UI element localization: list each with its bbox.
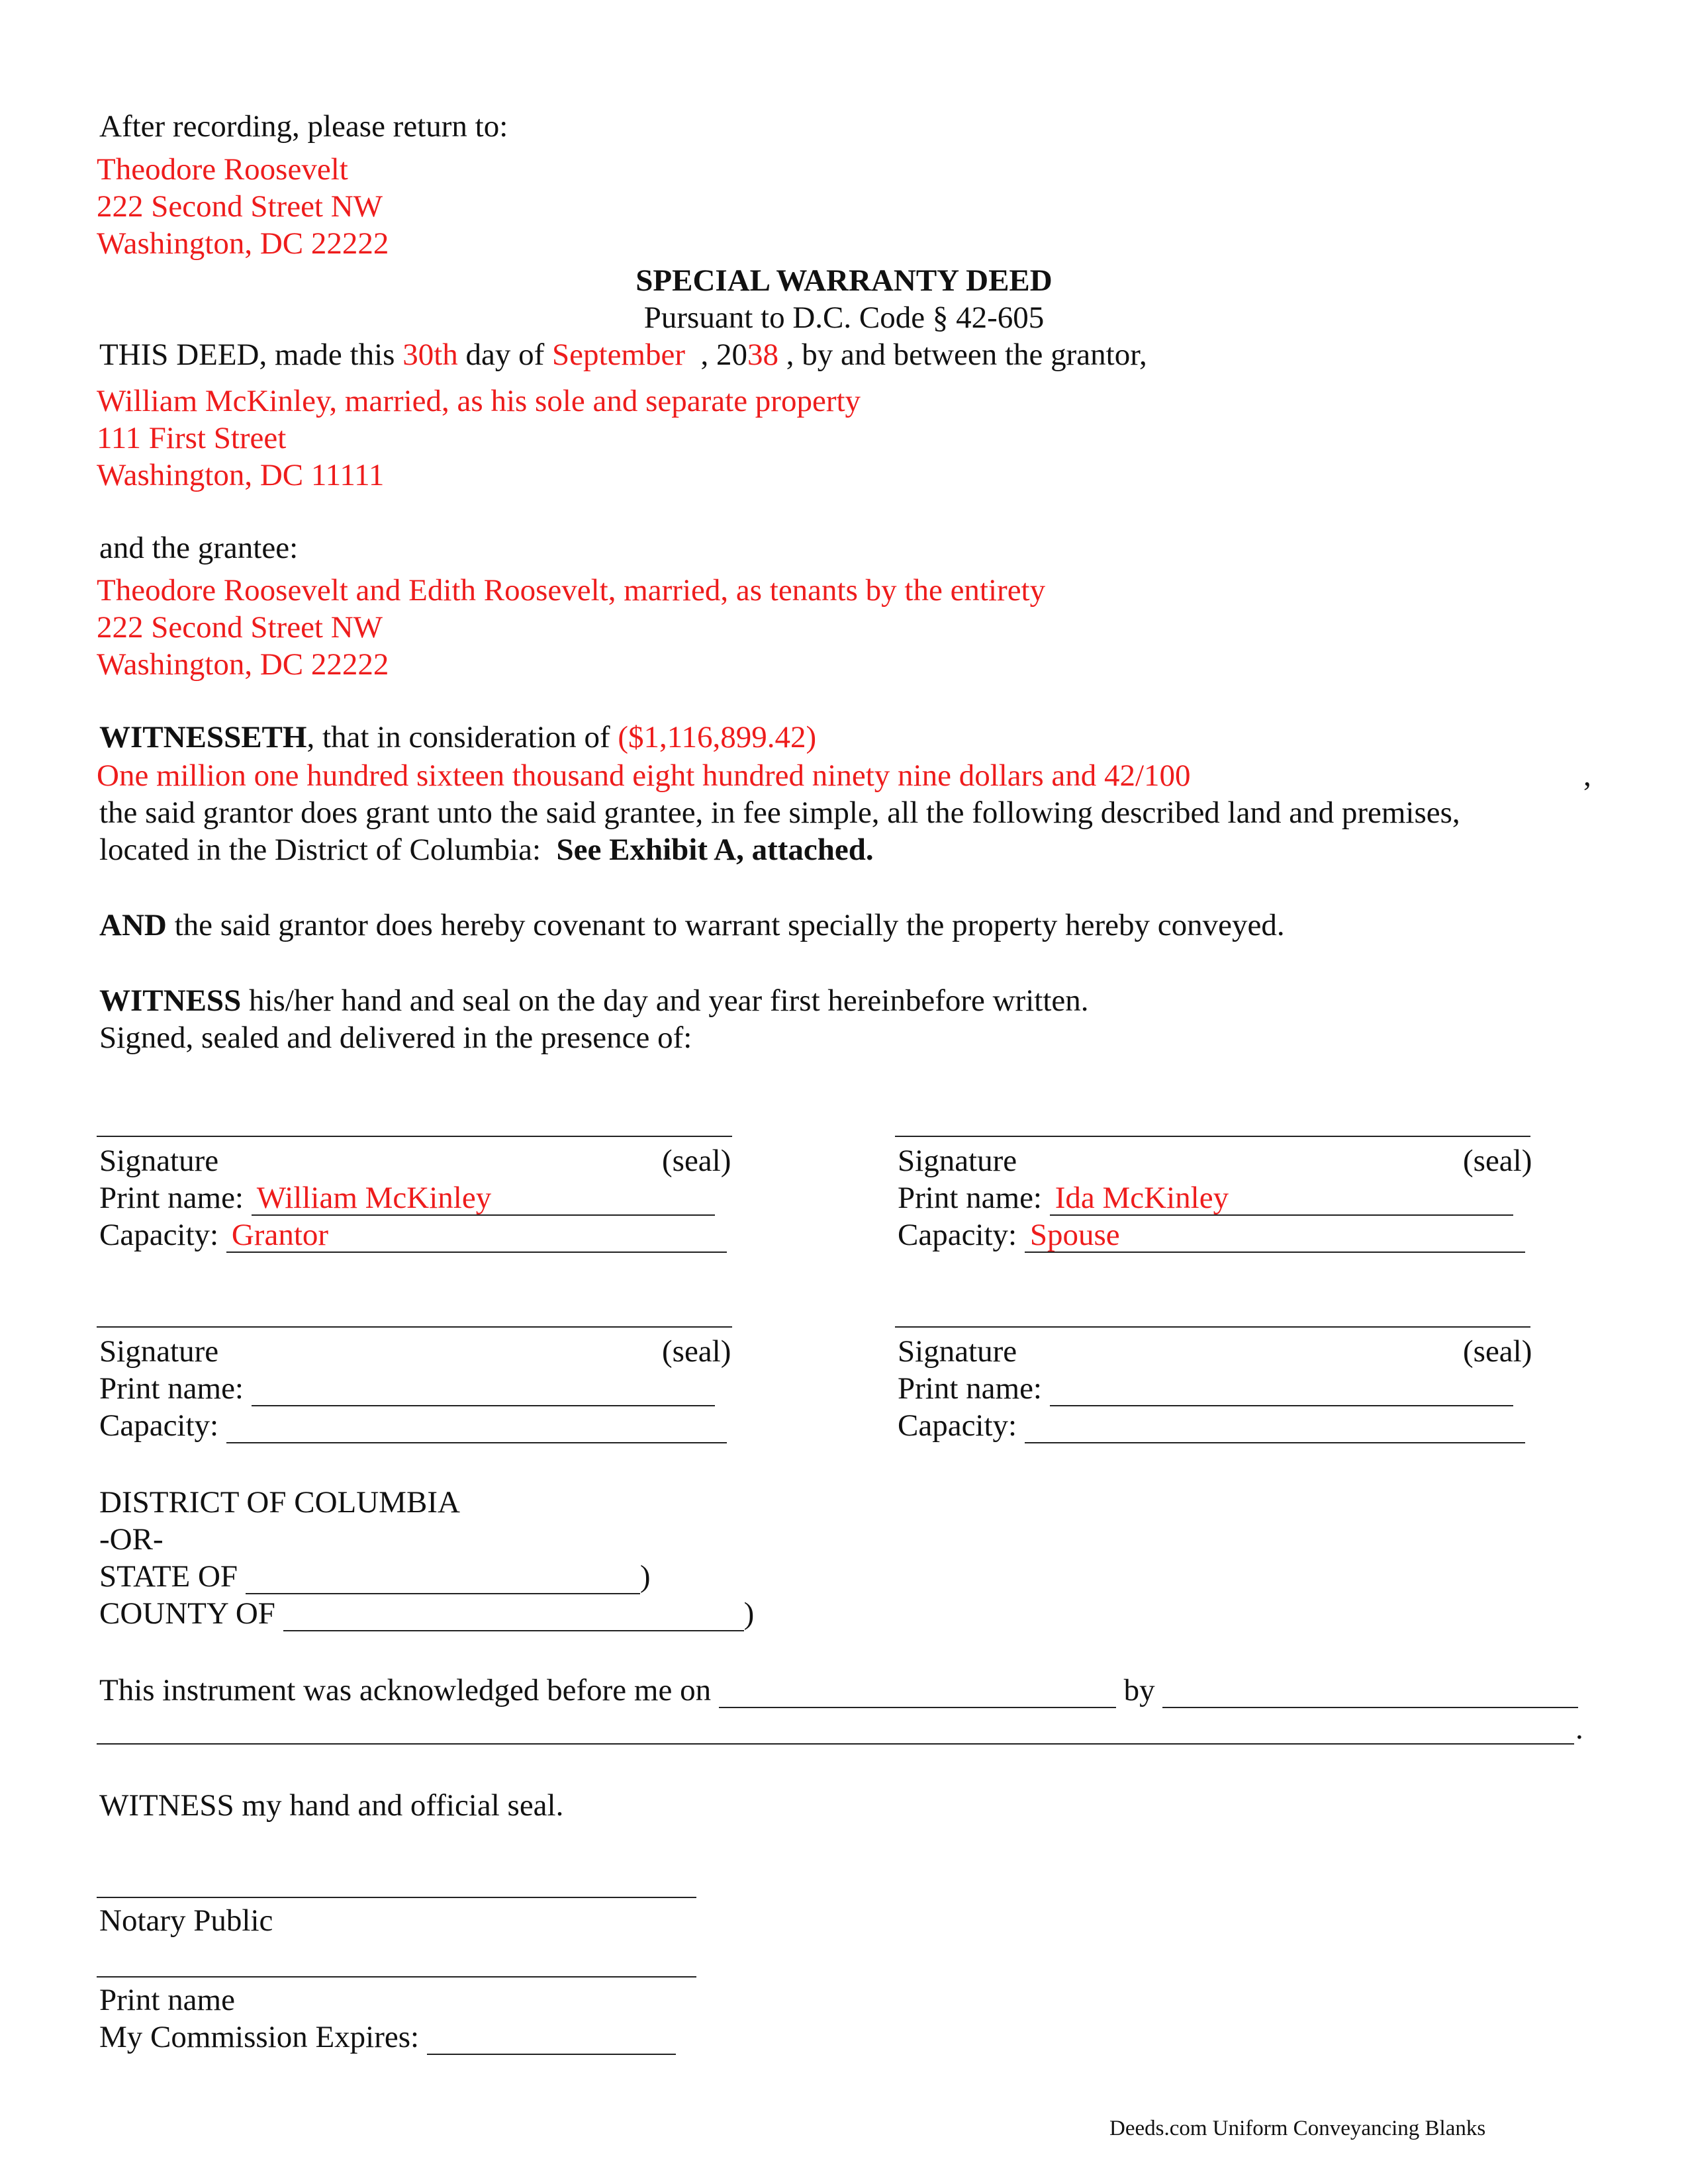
ack-row bbox=[99, 1672, 1578, 1709]
consideration-comma: , bbox=[1583, 758, 1591, 793]
signature-label-3: Signature bbox=[99, 1334, 219, 1369]
covenant-text: the said grantor does hereby covenant to warrant specially the property hereby conveyed. bbox=[166, 908, 1285, 942]
capacity-field-3[interactable] bbox=[226, 1410, 727, 1443]
deed-subtitle: Pursuant to D.C. Code § 42-605 bbox=[643, 300, 1045, 335]
print-name-label-1: Print name: bbox=[99, 1181, 244, 1215]
print-name-value-1: William McKinley bbox=[256, 1181, 492, 1215]
witnesseth-text: , that in consideration of bbox=[306, 720, 618, 754]
footer-text: Deeds.com Uniform Conveyancing Blanks bbox=[1109, 2116, 1486, 2140]
grantee-line-2: 222 Second Street NW bbox=[97, 610, 383, 645]
exhibit-reference: See Exhibit A, attached. bbox=[556, 833, 874, 867]
grantee-label: and the grantee: bbox=[99, 531, 299, 565]
return-name: Theodore Roosevelt bbox=[97, 152, 348, 187]
consideration-amount: ($1,116,899.42) bbox=[618, 720, 817, 754]
signature-line-3[interactable] bbox=[97, 1326, 732, 1328]
print-name-field-4[interactable] bbox=[1050, 1373, 1513, 1406]
print-name-value-3 bbox=[252, 1371, 257, 1406]
intro-day: 30th bbox=[402, 338, 458, 372]
witness-line bbox=[99, 982, 1089, 1020]
covenant-line bbox=[99, 907, 1285, 944]
witnesseth-line bbox=[99, 719, 816, 756]
witnesseth-line-4 bbox=[99, 831, 874, 869]
ack-by-field[interactable] bbox=[1162, 1674, 1578, 1708]
grantee-line-1: Theodore Roosevelt and Edith Roosevelt, married, as tenants by the entirety bbox=[97, 573, 1046, 608]
venue-state-paren: ) bbox=[639, 1559, 651, 1594]
commission-field[interactable] bbox=[427, 2021, 676, 2055]
capacity-field-4[interactable] bbox=[1025, 1410, 1525, 1443]
print-name-row-4 bbox=[898, 1370, 1513, 1408]
venue-state-row bbox=[99, 1558, 650, 1596]
venue-state-field[interactable] bbox=[246, 1561, 640, 1594]
signature-line-4[interactable] bbox=[895, 1326, 1530, 1328]
print-name-value-4 bbox=[1050, 1371, 1055, 1406]
capacity-value-3 bbox=[226, 1408, 232, 1443]
witness-line-2: Signed, sealed and delivered in the presence of: bbox=[99, 1021, 692, 1055]
intro-line bbox=[99, 336, 1147, 374]
capacity-label-4: Capacity: bbox=[898, 1408, 1017, 1443]
intro-month: September bbox=[552, 338, 686, 372]
witness-seal-text: WITNESS my hand and official seal. bbox=[99, 1788, 564, 1823]
witness-text: his/her hand and seal on the day and year first hereinbefore written. bbox=[241, 983, 1089, 1018]
venue-county-paren: ) bbox=[743, 1596, 755, 1631]
signature-label-1: Signature bbox=[99, 1144, 219, 1178]
venue-county-field[interactable] bbox=[283, 1598, 744, 1631]
ack-by: by bbox=[1123, 1673, 1155, 1707]
capacity-value-2: Spouse bbox=[1029, 1218, 1120, 1252]
capacity-label-2: Capacity: bbox=[898, 1218, 1017, 1252]
notary-print-name-line[interactable] bbox=[97, 1976, 696, 1978]
print-name-row-3 bbox=[99, 1370, 715, 1408]
intro-text-3: , 20 bbox=[685, 338, 748, 372]
deed-title: SPECIAL WARRANTY DEED bbox=[635, 263, 1053, 298]
capacity-value-4 bbox=[1025, 1408, 1030, 1443]
ack-text: This instrument was acknowledged before me on bbox=[99, 1673, 712, 1707]
grantor-line-3: Washington, DC 11111 bbox=[97, 458, 385, 492]
print-name-label-4: Print name: bbox=[898, 1371, 1042, 1406]
capacity-row-4 bbox=[898, 1407, 1525, 1445]
seal-label-3: (seal) bbox=[662, 1334, 731, 1369]
capacity-field-1[interactable] bbox=[226, 1219, 727, 1253]
ack-period: . bbox=[1575, 1711, 1583, 1746]
notary-signature-line[interactable] bbox=[97, 1897, 696, 1898]
witnesseth-bold: WITNESSETH bbox=[99, 720, 307, 754]
return-label: After recording, please return to: bbox=[99, 109, 508, 144]
intro-year: 38 bbox=[747, 338, 779, 372]
location-text: located in the District of Columbia: bbox=[99, 833, 557, 867]
capacity-value-1: Grantor bbox=[231, 1218, 329, 1252]
capacity-row-2 bbox=[898, 1216, 1525, 1254]
print-name-field-2[interactable] bbox=[1050, 1182, 1513, 1216]
ack-continuation-line[interactable] bbox=[97, 1743, 1574, 1745]
intro-text-1: THIS DEED, made this bbox=[99, 338, 403, 372]
print-name-value-2: Ida McKinley bbox=[1055, 1181, 1229, 1215]
venue-county-row bbox=[99, 1595, 754, 1633]
signature-label-2: Signature bbox=[898, 1144, 1017, 1178]
print-name-field-3[interactable] bbox=[252, 1373, 715, 1406]
ack-date-field[interactable] bbox=[719, 1674, 1116, 1708]
venue-or: -OR- bbox=[99, 1522, 164, 1557]
capacity-row-3 bbox=[99, 1407, 727, 1445]
venue-county-label: COUNTY OF bbox=[99, 1596, 275, 1631]
print-name-row-2 bbox=[898, 1179, 1513, 1217]
venue-district: DISTRICT OF COLUMBIA bbox=[99, 1485, 460, 1520]
return-street: 222 Second Street NW bbox=[97, 189, 383, 224]
seal-label-1: (seal) bbox=[662, 1144, 731, 1178]
signature-label-4: Signature bbox=[898, 1334, 1017, 1369]
grantor-line-2: 111 First Street bbox=[97, 421, 287, 455]
covenant-bold: AND bbox=[99, 908, 167, 942]
signature-line-1[interactable] bbox=[97, 1136, 732, 1137]
commission-label: My Commission Expires: bbox=[99, 2020, 420, 2054]
grantee-line-3: Washington, DC 22222 bbox=[97, 647, 389, 682]
grantor-line-1: William McKinley, married, as his sole and separate property bbox=[97, 384, 861, 418]
witnesseth-line-3: the said grantor does grant unto the said grantee, in fee simple, all the following described land and premises, bbox=[99, 796, 1460, 830]
intro-text-2: day of bbox=[457, 338, 553, 372]
return-city: Washington, DC 22222 bbox=[97, 226, 389, 261]
capacity-label-3: Capacity: bbox=[99, 1408, 219, 1443]
print-name-row-1 bbox=[99, 1179, 715, 1217]
witness-bold: WITNESS bbox=[99, 983, 242, 1018]
print-name-label-3: Print name: bbox=[99, 1371, 244, 1406]
print-name-field-1[interactable] bbox=[252, 1182, 715, 1216]
print-name-label-2: Print name: bbox=[898, 1181, 1042, 1215]
intro-text-4: , by and between the grantor, bbox=[778, 338, 1147, 372]
notary-print-name-label: Print name bbox=[99, 1983, 235, 2017]
commission-row bbox=[99, 2019, 676, 2056]
capacity-label-1: Capacity: bbox=[99, 1218, 219, 1252]
venue-state-label: STATE OF bbox=[99, 1559, 238, 1594]
seal-label-2: (seal) bbox=[1463, 1144, 1532, 1178]
notary-public-label: Notary Public bbox=[99, 1903, 273, 1938]
capacity-row-1 bbox=[99, 1216, 727, 1254]
capacity-field-2[interactable] bbox=[1025, 1219, 1525, 1253]
signature-line-2[interactable] bbox=[895, 1136, 1530, 1137]
seal-label-4: (seal) bbox=[1463, 1334, 1532, 1369]
consideration-words: One million one hundred sixteen thousand eight hundred ninety nine dollars and 42/100 bbox=[97, 758, 1191, 793]
